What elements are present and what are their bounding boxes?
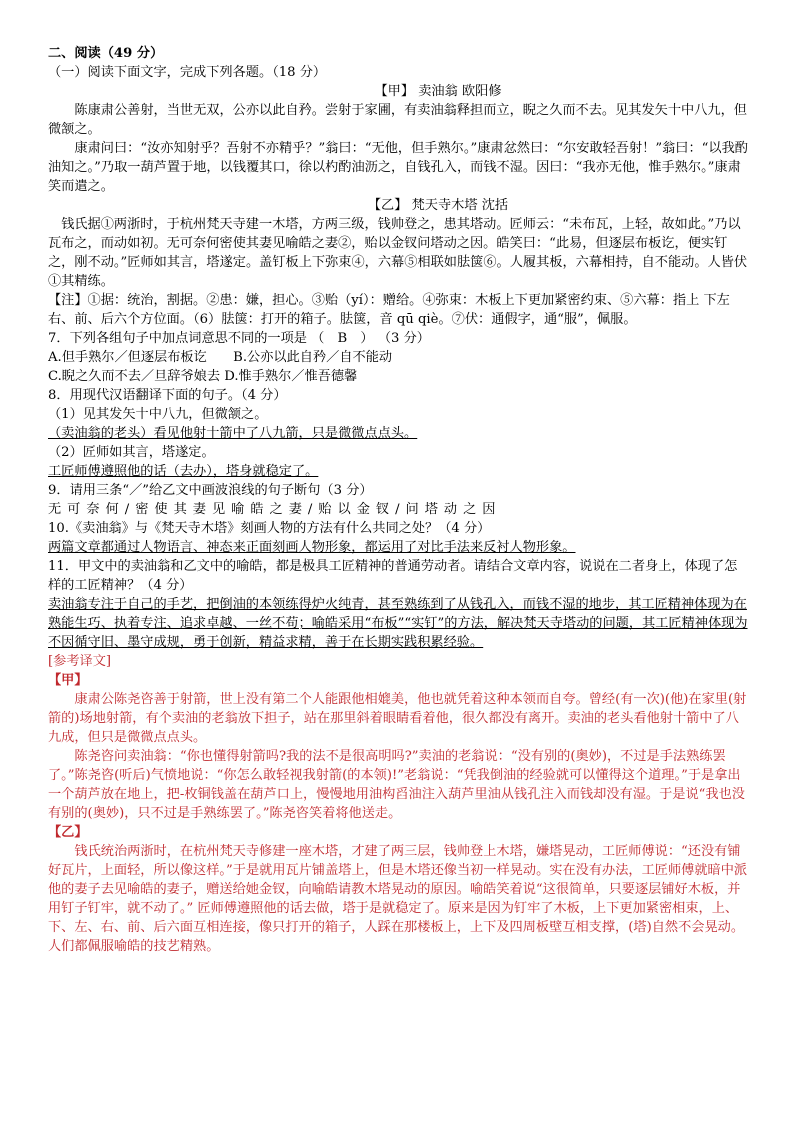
question-7-score: （3 分） (377, 331, 430, 346)
annotation-note: 【注】①据：统治，割据。②患：嫌，担心。③贻（yí）：赠给。④弥束：木板上下更加紧密约束、⑤六幕：指上 下左右、前、后六个方位面。（6）胠箧：打开的箱子。胠箧，音 qū qiè。⑦伏：通假字，通“服”，佩服。 (48, 293, 730, 327)
text-b-paragraph-1: 钱氏据①两浙时，于杭州梵天寺建一木塔，方两三级，钱帅登之，患其塔动。匠师云：“未布瓦，上轻，故如此。”乃以瓦布之，而动如初。无可奈何密使其妻见喻皓之妻②，贻以金钗问塔动之因。皓笑曰：“此易，但逐层布板讫，便实钉之，刚不动。”匠师如其言，塔遂定。盖钉板上下弥束④，六幕⑤相联如胠箧⑥。人履其板，六幕相持，自不能动。人皆伏①其精练。 (48, 217, 748, 289)
reference-a-paragraph-1: 康肃公陈尧咨善于射箭，世上没有第二个人能跟他相媲美，他也就凭着这种本领而自夸。曾经(有一次)(他)在家里(射箭的)场地射箭，有个卖油的老翁放下担子，站在那里斜着眼睛看着他，很久都没有离开。卖油的老头看他射十箭中了八九成，但只是微微点点头。 (48, 692, 747, 745)
reference-b-paragraph-1: 钱氏统治两浙时，在杭州梵天寺修建一座木塔，才建了两三层，钱帅登上木塔，嫌塔晃动，工匠师傅说：“还没有铺好瓦片，上面轻，所以像这样。”于是就用瓦片铺盖塔上，但是木塔还像当初一样晃动。实在没有办法，工匠师傅就暗中派他的妻子去见喻皓的妻子，赠送给她金钗，向喻皓请教木塔晃动的原因。喻皓笑着说“这很简单，只要逐层铺好木板，并用钉子钉牢，就不动了。” 匠师傅遵照他的话去做，塔于是就稳定了。原来是因为钉牢了木板，上下更加紧密相束，上、下、左、右、前、后六面互相连接，像只打开的箱子，人踩在那楼板上，上下及四周板壁互相支撑，(塔)自然不会晃动。人们都佩服喻皓的技艺精熟。 (48, 844, 748, 954)
text-a-title: 【甲】 卖油翁 欧阳修 (374, 84, 502, 99)
reference-translation-label: [参考译文] (48, 654, 112, 669)
question-8-answer-1: （卖油翁的老头）看见他射十箭中了八九箭，只是微微点点头。 (48, 426, 418, 441)
text-b-title: 【乙】 梵天寺木塔 沈括 (367, 198, 509, 213)
document-page (48, 44, 748, 956)
question-9-stem: 9．请用三条“／”给乙文中画波浪线的句子断句（3 分） (48, 483, 373, 498)
question-8-answer-2: 工匠师傅遵照他的话（去办），塔身就稳定了。 (48, 464, 319, 479)
question-10-answer: 两篇文章都通过人物语言、神态来正面刻画人物形象，都运用了对比手法来反衬人物形象。 (48, 540, 576, 555)
question-8-sentence-1: （1）见其发矢十中八九，但微颔之。 (48, 407, 268, 422)
question-9-answer: 无可奈何/密使其妻见喻皓之妻/贻以金钗/问塔动之因 (48, 502, 502, 517)
text-a-paragraph-1: 陈康肃公善射，当世无双，公亦以此自矜。尝射于家圃，有卖油翁释担而立，睨之久而不去。见其发矢十中八九，但微颔之。 (48, 103, 747, 137)
question-8-stem: 8．用现代汉语翻译下面的句子。（4 分） (48, 388, 287, 403)
question-7-options-ab: A.但手熟尔／但逐层布板讫 B.公亦以此自矜／自不能动 (48, 350, 393, 365)
question-7-answer: （ B ） (311, 331, 374, 346)
question-7-options-cd: C.睨之久而不去／旦辞爷娘去 D.惟手熟尔／惟吾德馨 (48, 369, 358, 384)
reference-b-label: 【乙】 (48, 825, 88, 840)
section-title: 二、阅读（49 分） (48, 46, 164, 61)
question-11-stem: 11．甲文中的卖油翁和乙文中的喻皓，都是极具工匠精神的普通劳动者。请结合文章内容，说说在二者身上，体现了怎样的工匠精神？（4 分） (48, 559, 738, 593)
subsection-instruction: （一）阅读下面文字，完成下列各题。（18 分） (48, 65, 327, 80)
reference-a-paragraph-2: 陈尧咨问卖油翁：“你也懂得射箭吗?我的法不是很高明吗?”卖油的老翁说：“没有别的(奥妙)，不过是手法熟练罢了。”陈尧咨(听后)气愤地说：“你怎么敢轻视我射箭(的本领)!”老翁说：“凭我倒油的经验就可以懂得这个道理。”于是拿出一个葫芦放在地上，把-枚铜钱盖在葫芦口上，慢慢地用油构舀油注入葫芦里油从钱孔注入而钱却没有湿。于是说“我也没有别的(奥妙)，只不过是手熟练罢了。”陈尧咨笑着将他送走。 (48, 749, 745, 821)
reference-a-label: 【甲】 (48, 673, 88, 688)
question-7-text: 7．下列各组句子中加点词意思不同的一项是 (48, 331, 307, 346)
text-a-paragraph-2: 康肃问曰：“汝亦知射乎？吾射不亦精乎？”翁曰：“无他，但手熟尔。”康肃忿然曰：“尔安敢轻吾射！”翁曰：“以我酌油知之。”乃取一葫芦置于地，以钱覆其口，徐以杓酌油沥之，自钱孔入，而钱不湿。因曰：“我亦无他，惟手熟尔。”康肃笑而遣之。 (48, 141, 748, 194)
question-7-stem (48, 329, 748, 348)
question-11-answer: 卖油翁专注于自己的手艺，把倒油的本领练得炉火纯青，甚至熟练到了从钱孔入，而钱不湿的地步，其工匠精神体现为在熟能生巧、执着专注、追求卓越、一丝不苟；喻皓采用“布板”“实钉”的方法，解决梵天寺塔动的问题，其工匠精神体现为不因循守旧、墨守成规，勇于创新，精益求精，善于在长期实践积累经验。 (48, 597, 748, 650)
question-8-sentence-2: （2）匠师如其言，塔遂定。 (48, 445, 215, 460)
question-10-stem: 10.《卖油翁》与《梵天寺木塔》刻画人物的方法有什么共同之处？（4 分） (48, 521, 491, 536)
